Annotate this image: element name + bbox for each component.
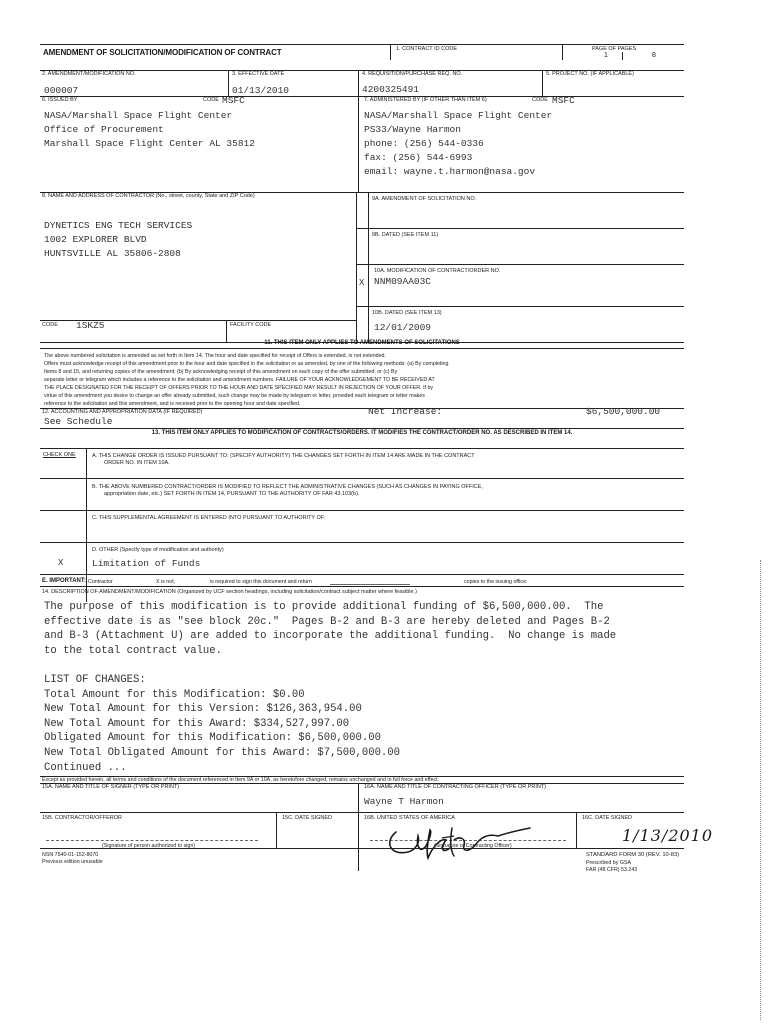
contractor-code-label: CODE xyxy=(42,322,58,328)
option-c-line: C. THIS SUPPLEMENTAL AGREEMENT IS ENTERED INTO PURSUANT TO AUTHORITY OF: xyxy=(92,515,326,521)
change-obligated-modification: Obligated Amount for this Modification: $6,500,000.00 xyxy=(44,732,381,745)
admin-line-4: fax: (256) 544-6993 xyxy=(364,152,473,163)
administered-by-label: 7. ADMINISTERED BY (IF OTHER THAN ITEM 6) xyxy=(364,97,487,103)
item-11-line-1: The above numbered solicitation is amended as set forth in Item 14. The hour and date specified for receipt of Offers is extended, is not extended. xyxy=(44,353,386,359)
change-total-version: New Total Amount for this Version: $126,363,954.00 xyxy=(44,703,362,716)
admin-code-value: MSFC xyxy=(552,95,575,106)
contractor-line-2: 1002 EXPLORER BLVD xyxy=(44,234,147,245)
issued-by-label: 6. ISSUED BY xyxy=(42,97,78,103)
important-copies: copies to the issuing office. xyxy=(464,579,528,585)
contracting-officer-signature xyxy=(380,818,560,864)
admin-code-label: CODE xyxy=(532,97,548,103)
item-14-label: 14. DESCRIPTION OF AMENDMENT/MODIFICATION (Organized by UCF section headings, including solicitation/contract subject matter where feasible.) xyxy=(42,589,417,595)
modification-10a-value: NNM09AA03C xyxy=(374,276,432,287)
admin-line-5: email: wayne.t.harmon@nasa.gov xyxy=(364,166,536,177)
contractor-code-value: 1SKZ5 xyxy=(76,320,105,331)
signer-name-label: 15A. NAME AND TITLE OF SIGNER (TYPE OR PRINT) xyxy=(42,784,180,790)
item-13-heading: 13. THIS ITEM ONLY APPLIES TO MODIFICATION OF CONTRACTS/ORDERS. IT MODIFIES THE CONTRACT/ORDER NO. AS DESCRIBED IN ITEM 14. xyxy=(151,430,573,436)
option-a-line-1: A. THIS CHANGE ORDER IS ISSUED PURSUANT TO: (SPECIFY AUTHORITY) THE CHANGES SET FORTH IN ITEM 14 ARE MADE IN THE CONTRACT xyxy=(92,453,475,459)
issued-by-line-1: NASA/Marshall Space Flight Center xyxy=(44,110,233,121)
page-of-pages-label: PAGE OF PAGES xyxy=(592,46,637,52)
issued-code-value: MSFC xyxy=(222,95,245,106)
signature-officer-caption: (Signature of Contracting Officer) xyxy=(434,843,512,849)
admin-line-1: NASA/Marshall Space Flight Center xyxy=(364,110,553,121)
officer-name-label: 16A. NAME AND TITLE OF CONTRACTING OFFICER (TYPE OR PRINT) xyxy=(364,784,547,790)
prescribed-by: Prescribed by GSA xyxy=(586,860,632,866)
contractor-line-1: DYNETICS ENG TECH SERVICES xyxy=(44,220,193,231)
scan-edge-artifact xyxy=(760,560,762,1020)
requisition-value: 4200325491 xyxy=(362,84,420,95)
issued-by-line-3: Marshall Space Flight Center AL 35812 xyxy=(44,138,255,149)
page-count: 8 xyxy=(652,52,656,59)
effective-date-label: 3. EFFECTIVE DATE xyxy=(232,71,285,77)
contractor-line-3: HUNTSVILLE AL 35806-2808 xyxy=(44,248,181,259)
important-text: is required to sign this document and return xyxy=(210,579,312,585)
modification-description-1: The purpose of this modification is to provide additional funding of $6,500,000.00. The xyxy=(44,601,604,613)
issued-code-label: CODE xyxy=(203,97,219,103)
dated-9b-label: 9B. DATED (SEE ITEM 11) xyxy=(372,232,439,238)
item-10a-check-mark: X xyxy=(359,278,365,287)
modification-description-4: to the total contract value. xyxy=(44,644,223,657)
net-increase-label: Net Increase: xyxy=(368,406,443,417)
change-total-modification: Total Amount for this Modification: $0.00 xyxy=(44,688,305,701)
amendment-no-label: 2. AMENDMENT/MODIFICATION NO. xyxy=(42,71,136,77)
option-d-check-mark: X xyxy=(58,558,64,567)
important-is-not: X is not, xyxy=(156,579,176,585)
usa-label: 16B. UNITED STATES OF AMERICA xyxy=(364,815,455,821)
page-number: 1 xyxy=(604,52,608,59)
far-reference: FAR (48 CFR) 53.243 xyxy=(586,867,638,873)
form-title: AMENDMENT OF SOLICITATION/MODIFICATION OF CONTRACT xyxy=(43,48,282,57)
contractor-date-signed-label: 15C. DATE SIGNED xyxy=(282,815,333,821)
option-d-line: D. OTHER (Specify type of modification and authority) xyxy=(92,547,224,553)
important-label: E. IMPORTANT: xyxy=(42,578,86,584)
standard-form-id: STANDARD FORM 30 (REV. 10-83) xyxy=(586,852,680,858)
item-11-line-3: Items 8 and 15, and returning copies of the amendment; (b) By acknowledging receipt of this amendment on each copy of the offer submitted; or (c) By xyxy=(44,369,398,375)
item-11-line-7: reference to the solicitation and this amendment, and is received prior to the opening hour and date specified. xyxy=(44,401,301,407)
item-11-line-2: Offers must acknowledge receipt of this amendment prior to the hour and date specified in the solicitation or as amended, by one of the following methods: (a) By completing xyxy=(44,361,449,367)
amendment-9a-label: 9A. AMENDMENT OF SOLICITATION NO. xyxy=(372,196,477,202)
requisition-label: 4. REQUISITION/PURCHASE REQ. NO. xyxy=(362,71,463,77)
signature-person-caption: (Signature of person authorized to sign) xyxy=(102,843,196,849)
modification-description-2: effective date is as "see block 20c." Pages B-2 and B-3 are hereby deleted and Pages B-2 xyxy=(44,615,610,628)
date-signed-handwritten: 1/13/2010 xyxy=(622,826,714,845)
contract-id-code-label: 1. CONTRACT ID CODE xyxy=(396,46,458,52)
continued-note: Continued ... xyxy=(44,761,127,774)
check-one-label: CHECK ONE xyxy=(43,452,76,458)
previous-edition-note: Previous edition unusable xyxy=(42,859,103,865)
item-11-line-4: separate letter or telegram which includes a reference to the solicitation and amendment numbers. FAILURE OF YOUR ACKNOWLEDGEMENT TO BE RECEIVED AT xyxy=(44,377,435,383)
dated-10b-value: 12/01/2009 xyxy=(374,322,432,333)
project-no-label: 5. PROJECT NO. (IF APPLICABLE) xyxy=(546,71,634,77)
net-increase-amount: $6,500,000.00 xyxy=(586,406,661,417)
change-total-award: New Total Amount for this Award: $334,527,997.00 xyxy=(44,717,350,730)
list-of-changes-heading: LIST OF CHANGES: xyxy=(44,674,146,686)
option-b-line-2: appropriation date, etc.) SET FORTH IN ITEM 14, PURSUANT TO THE AUTHORITY OF FAR 43.103(b). xyxy=(104,491,360,497)
important-contractor: Contractor xyxy=(88,579,113,585)
except-statement: Except as provided herein, all terms and conditions of the document referenced in Item 9A or 10A, as heretofore changed, remains unchanged and in full force and effect. xyxy=(42,777,440,783)
option-a-line-2: ORDER NO. IN ITEM 10A. xyxy=(104,460,170,466)
contractor-label: 8. NAME AND ADDRESS OF CONTRACTOR (No., street, county, State and ZIP Code) xyxy=(42,193,255,199)
issued-by-line-2: Office of Procurement xyxy=(44,124,164,135)
modification-description-3: and B-3 (Attachment U) are added to incorporate the additional funding. No change is made xyxy=(44,630,617,643)
item-11-line-6: virtue of this amendment you desire to change an offer already submitted, such change may be made by telegram or letter, provided each telegram or letter makes xyxy=(44,393,425,399)
item-11-heading: 11. THIS ITEM ONLY APPLIES TO AMENDMENTS OF SOLICITATIONS xyxy=(264,340,460,346)
option-b-line-1: B. THE ABOVE NUMBERED CONTRACT/ORDER IS MODIFIED TO REFLECT THE ADMINISTRATIVE CHANGES (SUCH AS CHANGES IN PAYING OFFICE, xyxy=(92,484,483,490)
admin-line-2: PS33/Wayne Harmon xyxy=(364,124,461,135)
contracting-officer-name: Wayne T Harmon xyxy=(364,796,444,807)
officer-date-signed-label: 16C. DATE SIGNED xyxy=(582,815,633,821)
dated-10b-label: 10B. DATED (SEE ITEM 13) xyxy=(372,310,442,316)
change-obligated-award: New Total Obligated Amount for this Award: $7,500,000.00 xyxy=(44,747,401,759)
effective-date-value: 01/13/2010 xyxy=(232,85,290,96)
nsn-number: NSN 7540-01-152-8070 xyxy=(42,852,99,858)
accounting-label: 12. ACCOUNTING AND APPROPRIATION DATA (IF REQUIRED) xyxy=(42,409,203,415)
accounting-value: See Schedule xyxy=(44,416,113,427)
modification-10a-label: 10A. MODIFICATION OF CONTRACT/ORDER NO. xyxy=(374,268,501,274)
admin-line-3: phone: (256) 544-0336 xyxy=(364,138,484,149)
facility-code-label: FACILITY CODE xyxy=(230,322,272,328)
contractor-offeror-label: 15B. CONTRACTOR/OFFEROR xyxy=(42,815,122,821)
amendment-no-value: 000007 xyxy=(44,85,79,96)
option-d-value: Limitation of Funds xyxy=(92,558,201,569)
item-11-line-5: THE PLACE DESIGNATED FOR THE RECEIPT OF OFFERS PRIOR TO THE HOUR AND DATE SPECIFIED MAY RESULT IN REJECTION OF YOUR OFFER. If by xyxy=(44,385,434,391)
